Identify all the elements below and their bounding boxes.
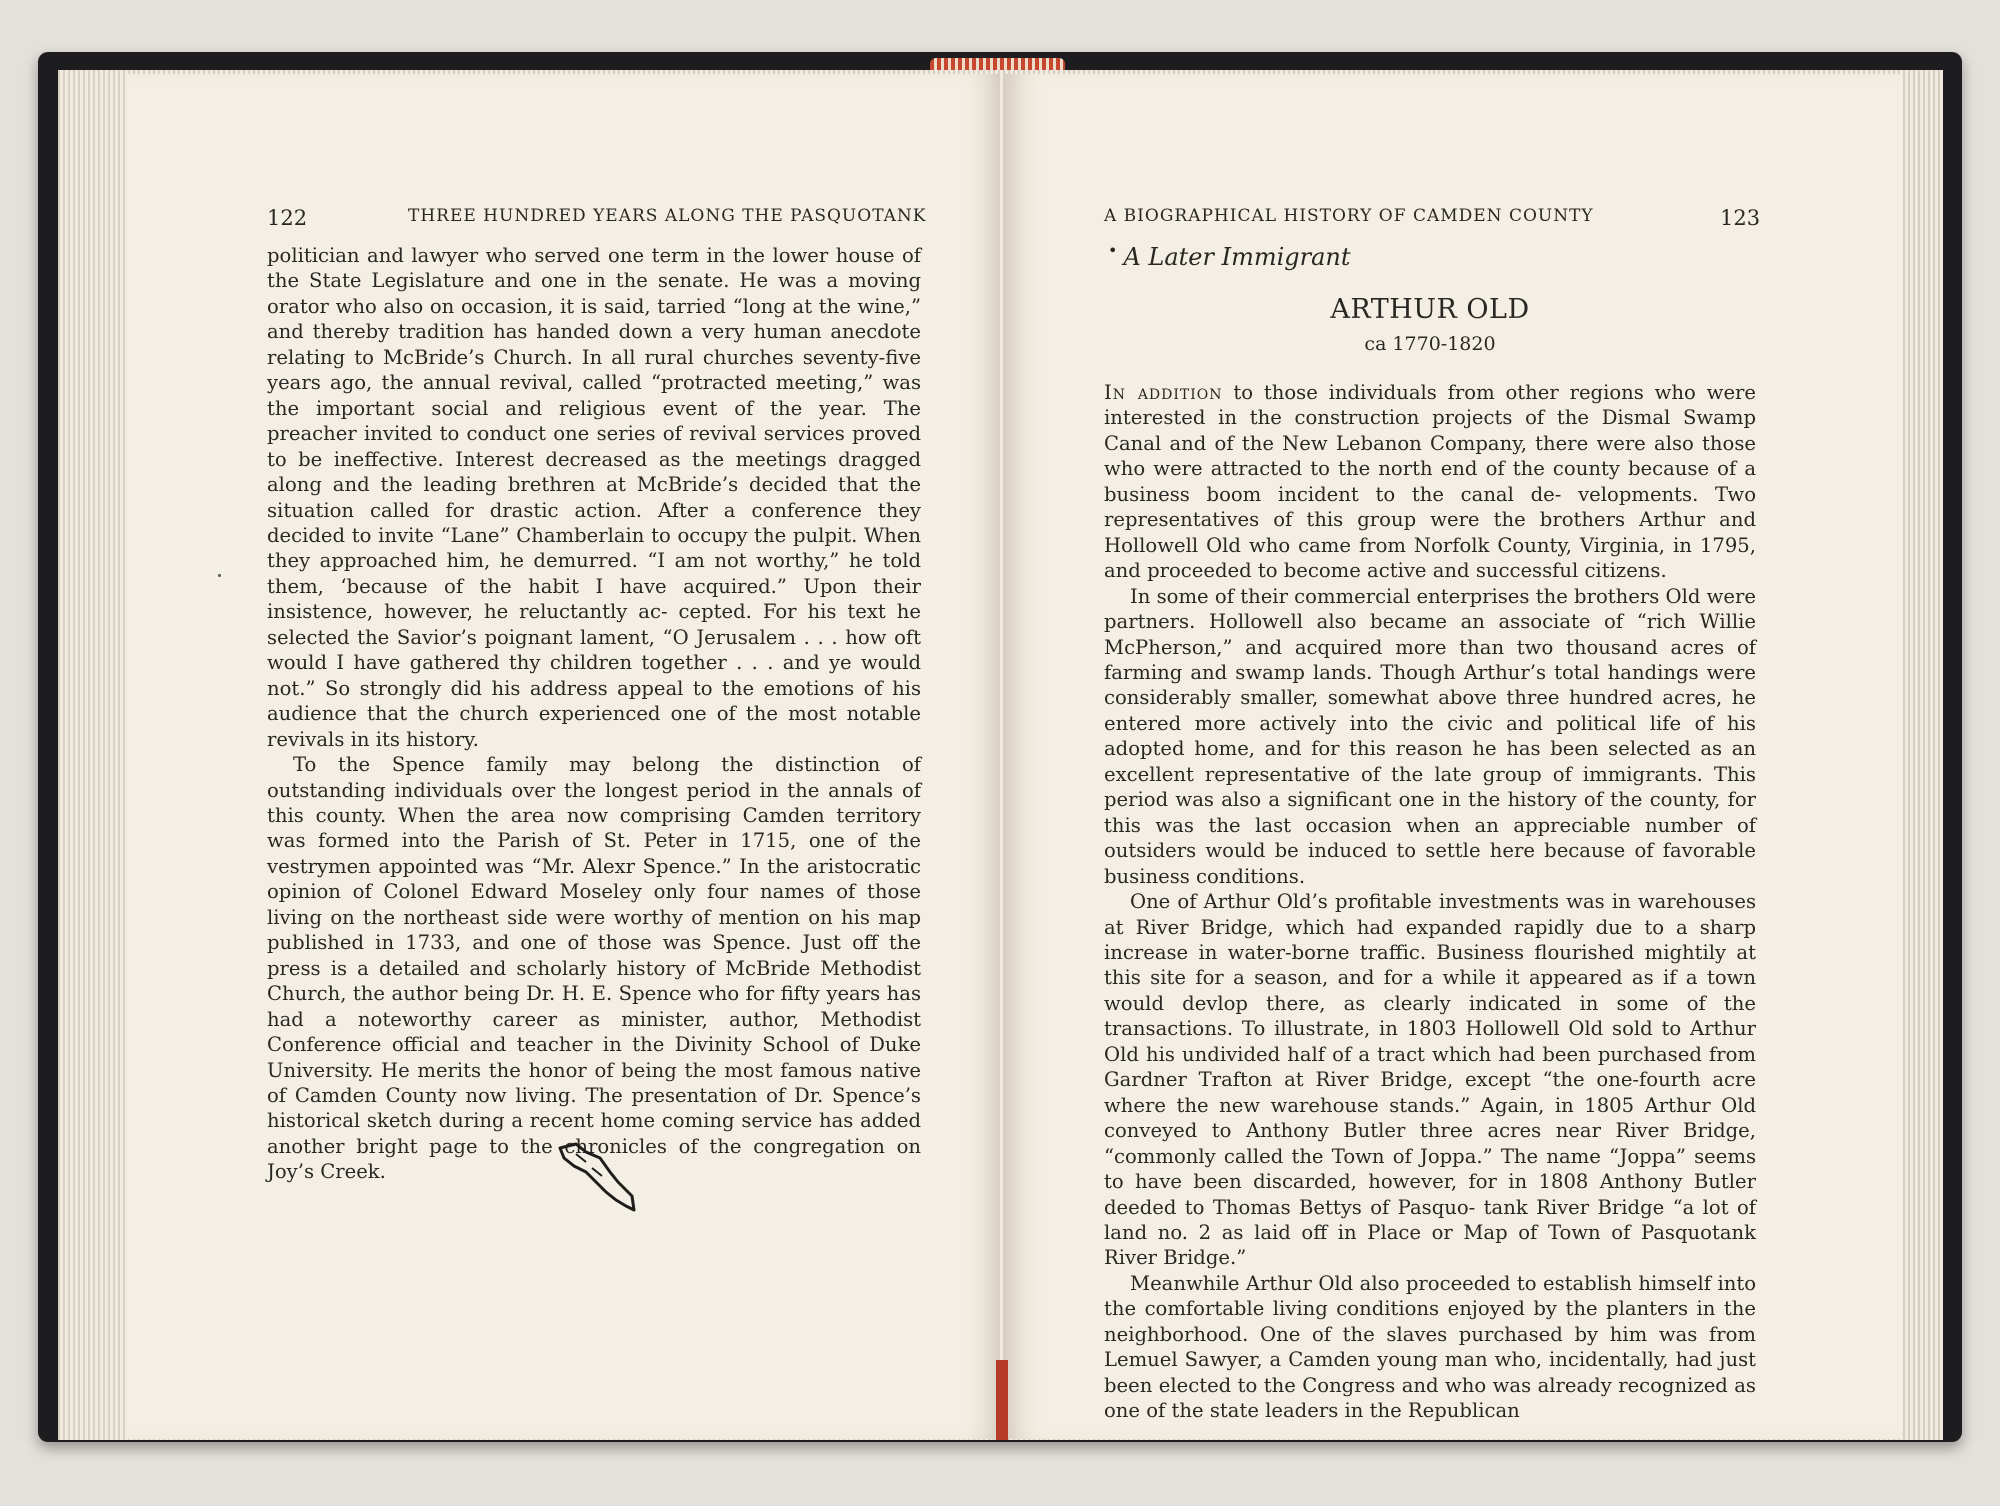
text-line: State Legislature and one in the senate. He was a moving orator xyxy=(267,269,921,318)
text-line: I have acquired.” Upon their insistence, however, he reluctantly ac- xyxy=(267,574,921,624)
text-line: emotions of his audience that the church experienced one of the most xyxy=(267,676,922,726)
text-line: To the Spence family may belong the distinction of outstanding xyxy=(267,753,921,802)
text-line: added another bright page to the chronicles of the congregation on Joy’s xyxy=(267,1109,922,1184)
right-running-head: A BIOGRAPHICAL HISTORY OF CAMDEN COUNTY xyxy=(1104,206,1594,226)
text-line: published in 1733, and one of those was Spence. Just off the press is a xyxy=(267,931,921,980)
county-map-icon xyxy=(556,1142,638,1214)
left-paragraph-1 xyxy=(267,243,921,752)
text-line: Jerusalem . . . how oft would I have gathered thy children together xyxy=(267,625,922,675)
left-page-number: 122 xyxy=(267,206,308,230)
text-line: as an excellent representative of the late group of immigrants. This xyxy=(1104,737,1756,786)
text-line: in the construction projects of the Dismal Swamp Canal and of the New xyxy=(1104,406,1756,455)
text-line: the area now comprising Camden territory was formed into the Parish of xyxy=(267,803,922,853)
text-line: cepted. For his text he selected the Savior’s poignant lament, “O xyxy=(267,600,921,649)
text-line: of those living on the northeast side were worthy of mention on his map xyxy=(267,880,921,929)
text-line: One of the slaves purchased by him was from Lemuel Sawyer, a Camden xyxy=(1104,1322,1757,1372)
text-line: Church. In all rural churches seventy-five years ago, the annual revival, xyxy=(267,345,921,395)
text-line: Anthony Butler three acres near River Bridge, “commonly called the xyxy=(1104,1119,1756,1168)
left-running-head: THREE HUNDRED YEARS ALONG THE PASQUOTANK xyxy=(408,206,927,226)
text-line: Meanwhile Arthur Old also proceeded to establish himself into the xyxy=(1104,1271,1756,1321)
left-body-text xyxy=(267,243,921,1185)
text-line: and Hollowell Old who came from Norfolk County, Virginia, in 1795, xyxy=(1104,508,1757,557)
section-title: • A Later Immigrant xyxy=(1108,241,1351,271)
text-line: sold to Arthur Old his undivided half of a tract which had been purchased xyxy=(1104,1017,1756,1066)
article-dates: ca 1770-1820 xyxy=(1364,333,1496,355)
text-line: Lebanon Company, there were also those who were attracted to the north xyxy=(1104,431,1756,481)
text-line: to those individuals from other regions who were interested xyxy=(1104,381,1756,430)
text-line: water-borne traffic. Business flourished mightily at this site for a season, xyxy=(1104,940,1756,990)
text-line: most famous native of Camden County now living. The presentation of xyxy=(267,1058,922,1107)
text-line: tradition has handed down a very human anecdote relating to McBride’s xyxy=(267,320,922,369)
text-line: from Gardner Trafton at River Bridge, except “the one-fourth acre where xyxy=(1104,1042,1756,1117)
section-bullet: • xyxy=(1108,241,1118,260)
text-line: detailed and scholarly history of McBride Methodist Church, the author xyxy=(267,956,921,1006)
text-line: St. Peter in 1715, one of the vestrymen appointed was “Mr. Alexr Spence.” xyxy=(267,829,921,878)
text-line: end of the county because of a business boom incident to the canal de- xyxy=(1104,457,1757,506)
text-line: however, for in 1808 Anthony Butler deeded to Thomas Bettys of Pasquo- xyxy=(1104,1170,1756,1219)
text-line: who also on occasion, it is said, tarried “long at the wine,” and thereby xyxy=(267,294,921,344)
text-line: he demurred. “I am not worthy,” he told them, ‘because of the habit xyxy=(267,549,922,598)
text-line: as minister, author, Methodist Conference official and teacher in the xyxy=(267,1007,922,1057)
right-paragraph-4 xyxy=(1104,1271,1756,1424)
text-line: young man who, incidentally, had just been elected to the Congress and xyxy=(1104,1348,1756,1397)
text-line: of the year. The preacher invited to conduct one series of revival services xyxy=(267,396,921,446)
article-title: ARTHUR OLD xyxy=(1330,294,1530,325)
text-line: indicated in some of the transactions. To illustrate, in 1803 Hollowell Old xyxy=(1104,991,1756,1041)
margin-mark xyxy=(218,574,221,577)
text-line: political life of his adopted home, and for this reason he has been selected xyxy=(1104,711,1756,761)
text-line: proved to be ineffective. Interest decreased as the meetings dragged xyxy=(267,422,921,471)
text-line: individuals over the longest period in the annals of this county. When xyxy=(267,778,921,827)
right-paragraph-3 xyxy=(1104,889,1756,1271)
text-line: above three hundred acres, he entered more actively into the civic and xyxy=(1104,686,1756,735)
lead-smallcaps: In addition xyxy=(1104,381,1223,404)
text-line: and for a while it appeared as if a town would devlop there, as clearly xyxy=(1104,966,1757,1015)
text-line: along and the leading brethren at McBride’s decided that the situation xyxy=(267,473,921,522)
left-paragraph-2 xyxy=(267,752,921,1185)
text-line: being Dr. H. E. Spence who for fifty years has had a noteworthy career xyxy=(267,982,922,1031)
text-line: induced to settle here because of favorable business conditions. xyxy=(1104,839,1756,888)
text-line: Hollowell also became an associate of “rich Willie McPherson,” and xyxy=(1104,610,1756,659)
text-line: acquired more than two thousand acres of farming and swamp lands. xyxy=(1104,635,1757,684)
gutter-ribbon xyxy=(996,1360,1008,1440)
right-page-number: 123 xyxy=(1720,206,1761,230)
right-paragraph-2 xyxy=(1104,584,1756,889)
text-line: “Lane” Chamberlain to occupy the pulpit. When they approached him, xyxy=(267,523,921,573)
text-line: called for drastic action. After a conference they decided to invite xyxy=(267,498,921,547)
text-line: Town of Pasquotank River Bridge.” xyxy=(1104,1220,1756,1270)
text-line: In the aristocratic opinion of Colonel Edward Moseley only four names xyxy=(267,854,921,904)
text-line: who was already recognized as one of the state leaders in the Republican xyxy=(1104,1373,1756,1423)
text-line: Though Arthur’s total handings were considerably smaller, somewhat xyxy=(1104,660,1756,710)
text-line: tank River Bridge “a lot of land no. 2 as laid off in Place or Map of xyxy=(1104,1195,1757,1244)
text-line: politician and lawyer who served one term in the lower house of the xyxy=(267,244,921,293)
text-line: Divinity School of Duke University. He merits the honor of being the xyxy=(267,1033,921,1082)
text-line: notable revivals in its history. xyxy=(267,702,921,751)
text-line: period was also a significant one in the history of the county, for this xyxy=(1104,788,1756,837)
text-line: was the last occasion when an appreciable number of outsiders would be xyxy=(1104,813,1756,863)
text-line: River Bridge, which had expanded rapidly due to a sharp increase in xyxy=(1104,915,1757,964)
right-body-text xyxy=(1104,380,1756,1424)
text-line: comfortable living conditions enjoyed by the planters in the neighborhood. xyxy=(1104,1297,1756,1346)
text-line: . . . and ye would not.” So strongly did his address appeal to the xyxy=(267,651,921,700)
text-line: In some of their commercial enterprises the brothers Old were partners. xyxy=(1104,584,1756,634)
text-line: the new warehouse stands.” Again, in 1805 Arthur Old conveyed to xyxy=(1104,1093,1756,1143)
text-line: Town of Joppa.” The name “Joppa” seems to have been discarded, xyxy=(1104,1144,1757,1194)
text-line: Creek. xyxy=(320,1160,386,1184)
right-paragraph-1 xyxy=(1104,380,1756,584)
text-line: and proceeded to become active and successful citizens. xyxy=(1104,559,1667,583)
text-line: called “protracted meeting,” was the important social and religious event xyxy=(267,371,921,420)
text-line: One of Arthur Old’s profitable investments was in warehouses at xyxy=(1104,890,1756,939)
text-line: velopments. Two representatives of this group were the brothers Arthur xyxy=(1104,482,1756,532)
text-line: Dr. Spence’s historical sketch during a recent home coming service has xyxy=(267,1083,921,1133)
